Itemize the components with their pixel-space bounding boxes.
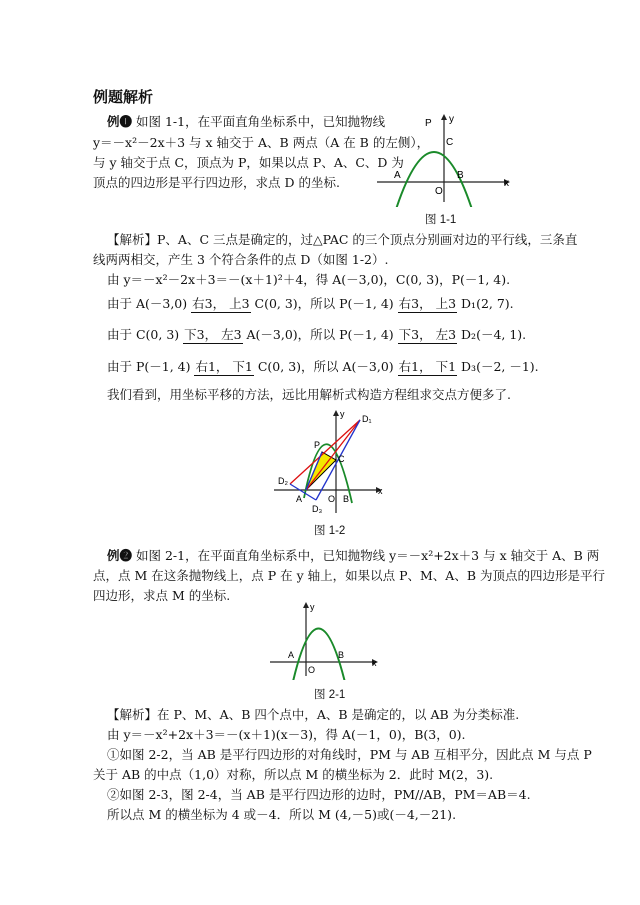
sol2-line4: 关于 AB 的中点（1,0）对称，所以点 M 的横坐标为 2．此时 M(2，3). [93,767,494,782]
fig2-1-label-y: y [310,602,315,612]
sol1-line1: 【解析】P、A、C 三点是确定的，过△PAC 的三个顶点分别画对边的平行线，三条直 [107,232,578,247]
fig1-1-label-A: A [394,170,401,181]
fig1-2-label-A: A [296,494,303,504]
fig1-2-label-O: O [328,494,336,504]
shift-arrow: 下3， 左3 [184,327,242,342]
shift-arrow: 下3， 左3 [398,327,457,342]
figure-1-1 [372,112,517,207]
figure-1-2-caption: 图 1-2 [314,525,346,537]
ex2-line2: 点，点 M 在这条抛物线上，点 P 在 y 轴上，如果以点 P、M、A、B 为顶点的四边形是平行 [93,568,605,583]
fig2-1-label-x: x [372,658,377,668]
sol2-line3: ①如图 2-2，当 AB 是平行四边形的对角线时，PM 与 AB 互相平分，因此点 M 与点 P [107,747,592,762]
fig1-1-label-y: y [449,114,454,125]
ex2-line1: 例❷ 如图 2-1，在平面直角坐标系中，已知抛物线 y＝－x²+2x＋3 与 x 轴交于 A、B 两 [107,548,600,563]
sol2-line6: 所以点 M 的横坐标为 4 或－4．所以 M (4,－5)或(－4,－21). [107,807,457,822]
fig2-1-label-O: O [308,665,316,675]
ex1-line2: y＝－x²－2x＋3 与 x 轴交于 A、B 两点（A 在 B 的左侧）， [93,135,430,150]
section-title: 例题解析 [93,88,154,106]
sol1-line2: 线两两相交，产生 3 个符合条件的点 D（如图 1-2）. [93,252,389,267]
fig1-1-label-x: x [504,178,509,189]
ex1-line4: 顶点的四边形是平行四边形，求点 D 的坐标. [93,175,340,190]
sol2-line2: 由 y＝－x²+2x＋3＝－(x＋1)(x－3)，得 A(－1，0)，B(3，0). [107,727,466,742]
fig1-2-label-D3: D₃ [312,504,323,514]
fig1-2-label-y: y [340,409,345,419]
fig1-1-label-C: C [446,137,454,148]
shift-arrow: 右3， 上3 [192,296,250,311]
fig1-2-label-P: P [314,440,321,450]
fig1-1-label-B: B [457,170,464,181]
ex2-line3: 四边形，求点 M 的坐标. [93,588,231,603]
figure-2-1-caption: 图 2-1 [314,689,346,701]
fig1-2-blue-line-1 [290,484,316,500]
fig1-2-label-D1: D₁ [362,414,372,424]
ex1-marker: 例❶ [107,114,133,129]
shift-arrow: 右1， 下1 [195,359,253,374]
figure-2-1 [266,600,384,680]
fig1-1-label-O: O [435,186,443,197]
sol2-line5: ②如图 2-3，图 2-4，当 AB 是平行四边形的边时，PM//AB，PM＝AB＝4. [107,787,531,802]
sol1-summary: 我们看到，用坐标平移的方法，远比用解析式构造方程组求交点方便多了. [107,387,511,402]
sol1-row2: 由于 C(0, 3) 下3， 左3 A(－3,0)，所以 P(－1, 4) 下3， 左3 D₂(－4, 1). [107,327,527,342]
fig1-2-label-D2: D₂ [278,476,288,486]
fig2-1-label-B: B [338,650,345,660]
ex1-line3: 与 y 轴交于点 C，顶点为 P，如果以点 P、A、C、D 为 [93,155,404,170]
fig1-2-label-B: B [343,494,350,504]
ex1-line1: 例❶ 如图 1-1，在平面直角坐标系中，已知抛物线 [107,114,386,129]
figure-1-1-caption: 图 1-1 [425,214,457,226]
sol1-row1: 由于 A(－3,0) 右3， 上3 C(0, 3)，所以 P(－1, 4) 右3， 上3 D₁(2, 7). [107,296,514,311]
fig1-2-red-line-1 [306,420,360,490]
fig1-1-label-P: P [425,118,432,129]
sol2-line1: 【解析】在 P、M、A、B 四个点中，A、B 是确定的，以 AB 为分类标准. [107,707,520,722]
ex2-marker: 例❷ [107,548,133,563]
sol1-row3: 由于 P(－1, 4) 右1， 下1 C(0, 3)，所以 A(－3,0) 右1， 下1 D₃(－2, －1). [107,359,539,374]
shift-arrow: 右1， 下1 [398,359,457,374]
shift-arrow: 右3， 上3 [398,296,457,311]
fig1-1-y-arrow [441,114,447,120]
sol1-line3: 由 y＝－x²－2x＋3＝－(x＋1)²＋4，得 A(－3,0)，C(0, 3)，P(－1, 4). [107,272,511,287]
figure-1-2 [268,408,386,518]
fig1-2-label-x: x [378,486,383,496]
fig1-2-label-C: C [338,454,345,464]
fig1-2-red-line-2 [290,420,360,484]
fig2-1-label-A: A [288,650,295,660]
